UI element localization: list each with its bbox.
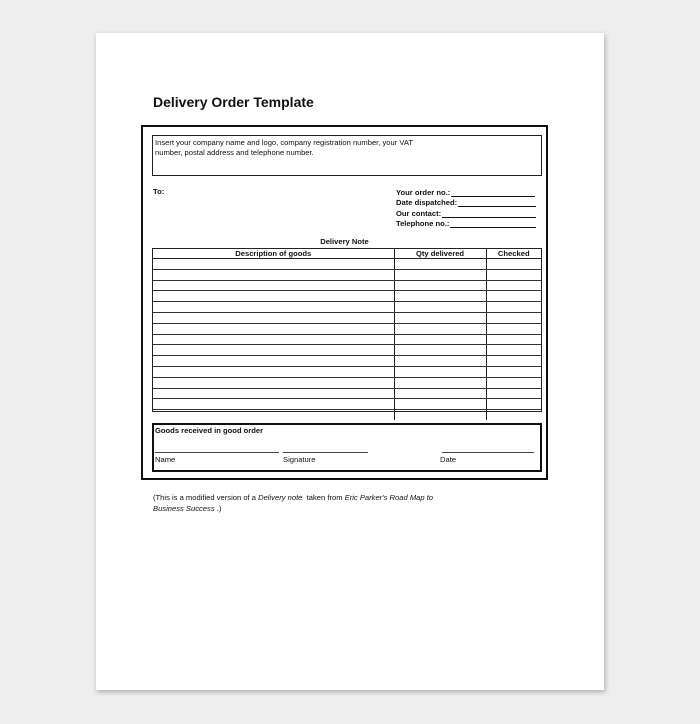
table-row (153, 388, 541, 399)
footnote-source: Eric Parker's Road Map to (344, 493, 434, 502)
table-cell (153, 399, 394, 410)
table-cell (153, 366, 394, 377)
table-cell (394, 269, 486, 280)
company-info-line-2: number, postal address and telephone number. (155, 148, 314, 157)
table-row (153, 366, 541, 377)
company-info-box (152, 135, 542, 176)
table-cell (394, 323, 486, 334)
table-cell (153, 269, 394, 280)
table-row (153, 356, 541, 367)
table-cell (153, 323, 394, 334)
form-frame (141, 125, 548, 480)
date-dispatched-line (458, 198, 536, 207)
table-cell (394, 366, 486, 377)
date-dispatched-field (396, 197, 536, 208)
our-contact-line (442, 209, 536, 218)
table-row (153, 269, 541, 280)
table-cell (153, 345, 394, 356)
table-cell (394, 302, 486, 313)
footnote-middle: taken from (302, 493, 345, 502)
table-cell (486, 334, 541, 345)
date-line (442, 452, 534, 453)
company-info-line-1: Insert your company name and logo, company registration number, your VAT (155, 138, 414, 147)
table-cell (394, 280, 486, 291)
column-header-checked: Checked (486, 249, 541, 259)
name-label: Name (155, 455, 176, 464)
table-cell (153, 312, 394, 323)
order-number-field (396, 186, 536, 197)
table-header-row (153, 249, 541, 259)
table-row (153, 399, 541, 410)
table-cell (153, 280, 394, 291)
our-contact-field (396, 207, 536, 218)
table-cell (394, 312, 486, 323)
table-cell (486, 312, 541, 323)
telephone-label: Telephone no.: (396, 219, 450, 228)
footnote-prefix: (This is a modified version of a (153, 493, 259, 502)
table-cell (153, 377, 394, 388)
table-cell (486, 366, 541, 377)
table-cell (394, 291, 486, 302)
telephone-field (396, 218, 536, 229)
table-cell (394, 356, 486, 367)
table-cell (486, 302, 541, 313)
table-cell (153, 410, 394, 420)
table-row (153, 323, 541, 334)
table-cell (153, 334, 394, 345)
table-cell (486, 345, 541, 356)
table-cell (394, 345, 486, 356)
table-row (153, 334, 541, 345)
order-number-line (451, 188, 535, 197)
footnote-delivery-note: Delivery note (258, 493, 303, 502)
goods-received-title: Goods received in good order (155, 426, 264, 435)
footnote-source-end: Business Success (153, 503, 215, 513)
table-cell (394, 377, 486, 388)
table-cell (486, 269, 541, 280)
table-cell (394, 388, 486, 399)
table-cell (486, 323, 541, 334)
footnote (153, 493, 433, 514)
document-page (96, 33, 604, 690)
date-label: Date (440, 455, 457, 464)
table-cell (394, 399, 486, 410)
table-cell (486, 356, 541, 367)
table-cell (486, 377, 541, 388)
telephone-line (450, 219, 536, 228)
table-cell (394, 334, 486, 345)
order-number-label: Your order no.: (396, 187, 451, 197)
to-label: To: (153, 187, 165, 196)
delivery-note-rows (153, 259, 541, 420)
table-cell (153, 259, 394, 270)
page-title: Delivery Order Template (153, 94, 314, 110)
table-row (153, 280, 541, 291)
table-row (153, 302, 541, 313)
date-dispatched-label: Date dispatched: (396, 198, 458, 207)
table-row (153, 312, 541, 323)
table-cell (394, 259, 486, 270)
table-cell (486, 291, 541, 302)
column-header-qty: Qty delivered (394, 249, 486, 259)
table-cell (153, 291, 394, 302)
footnote-line-2 (153, 504, 433, 515)
delivery-note-table (152, 248, 542, 412)
table-cell (153, 356, 394, 367)
footnote-line-1 (153, 493, 433, 504)
table-row (153, 291, 541, 302)
table-row (153, 377, 541, 388)
table-row (153, 259, 541, 270)
table-cell (486, 280, 541, 291)
table-cell (394, 410, 486, 420)
table-row (153, 410, 541, 420)
our-contact-label: Our contact: (396, 208, 442, 218)
table-cell (486, 259, 541, 270)
order-info-fields (396, 186, 536, 228)
signature-label: Signature (283, 455, 316, 464)
name-line (155, 452, 279, 453)
table-cell (486, 388, 541, 399)
goods-received-box (152, 423, 542, 472)
signature-line (283, 452, 368, 453)
table-cell (153, 388, 394, 399)
table-cell (486, 410, 541, 420)
footnote-suffix: .) (214, 503, 222, 513)
table-cell (486, 399, 541, 410)
table-cell (153, 302, 394, 313)
column-header-description: Description of goods (153, 249, 394, 259)
table-row (153, 345, 541, 356)
delivery-note-title: Delivery Note (320, 237, 369, 246)
